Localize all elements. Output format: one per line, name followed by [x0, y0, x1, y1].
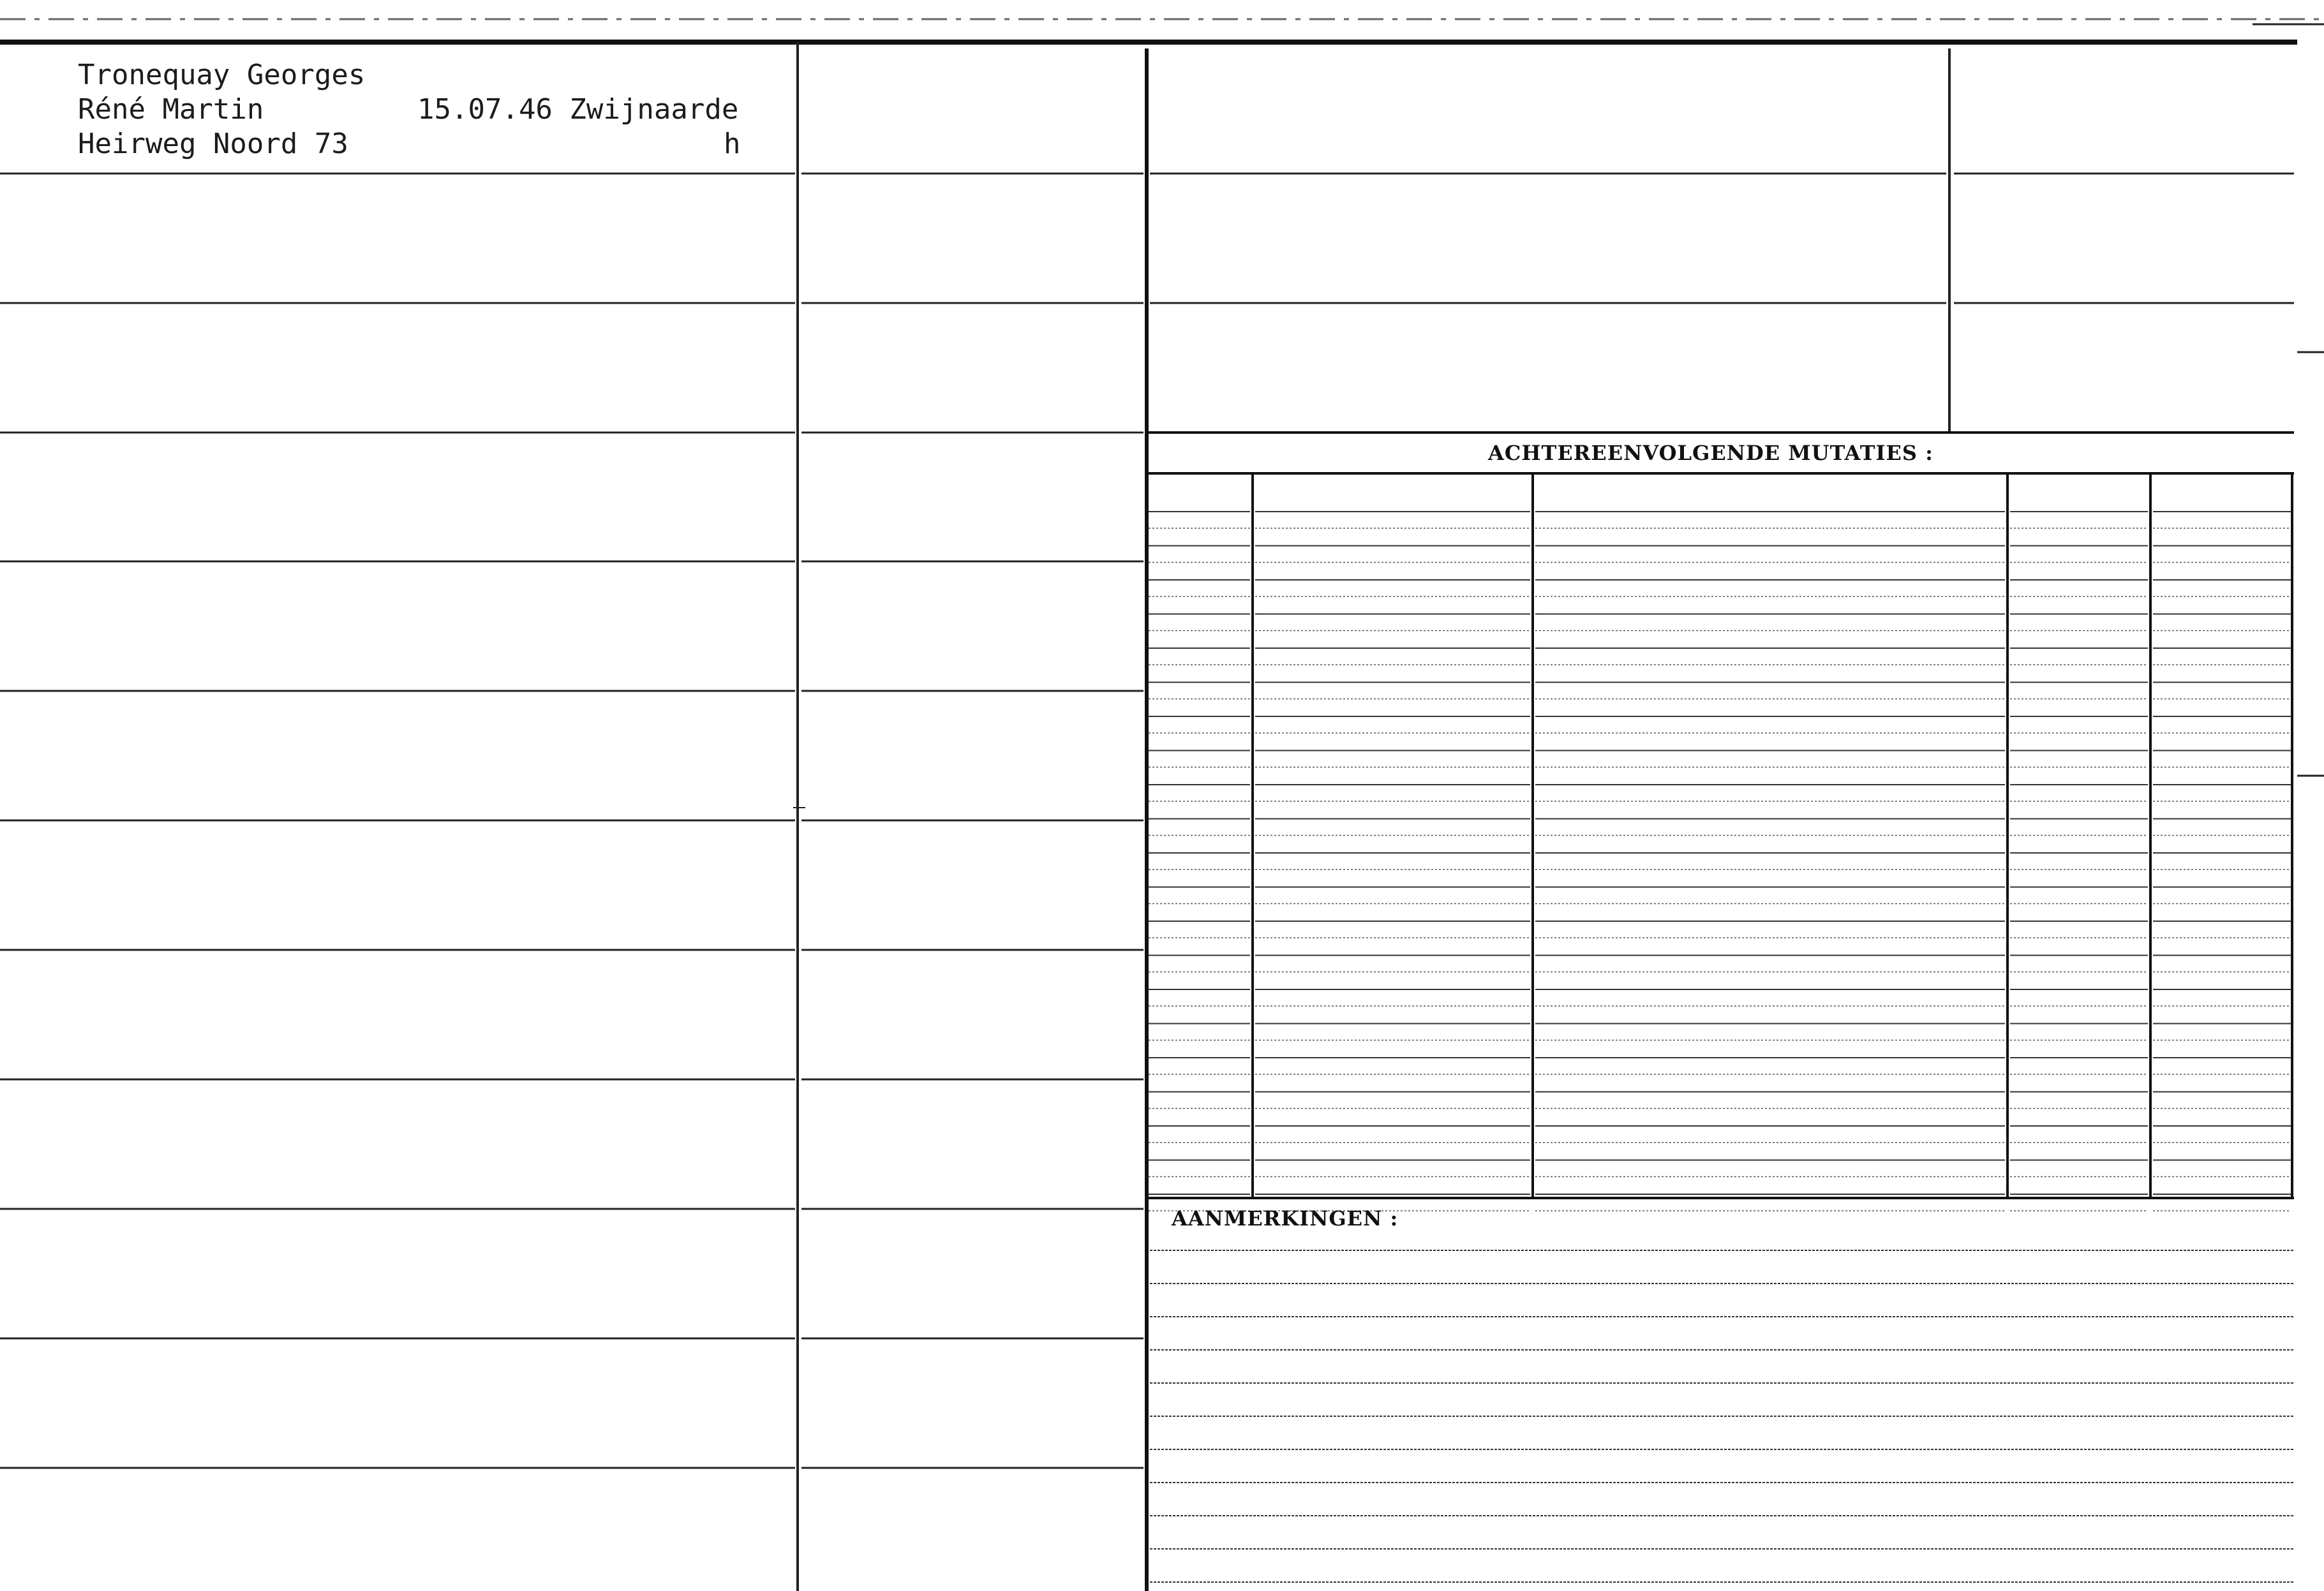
upper-right-rules	[1150, 174, 2294, 303]
given-names: Réné Martin	[78, 93, 264, 126]
surname-line: Tronequay Georges	[78, 59, 366, 91]
mutations-row-rules	[1149, 512, 2291, 1211]
record-mark: h	[724, 128, 741, 160]
mutations-heading: ACHTEREENVOLGENDE MUTATIES :	[1488, 441, 1933, 465]
remarks-row-rules	[1150, 1250, 2294, 1582]
birth-date-place: 15.07.46 Zwijnaarde	[417, 93, 739, 126]
remarks-heading: AANMERKINGEN :	[1172, 1206, 1399, 1231]
left-row-rules	[0, 174, 1143, 1468]
address-line: Heirweg Noord 73	[78, 128, 348, 160]
